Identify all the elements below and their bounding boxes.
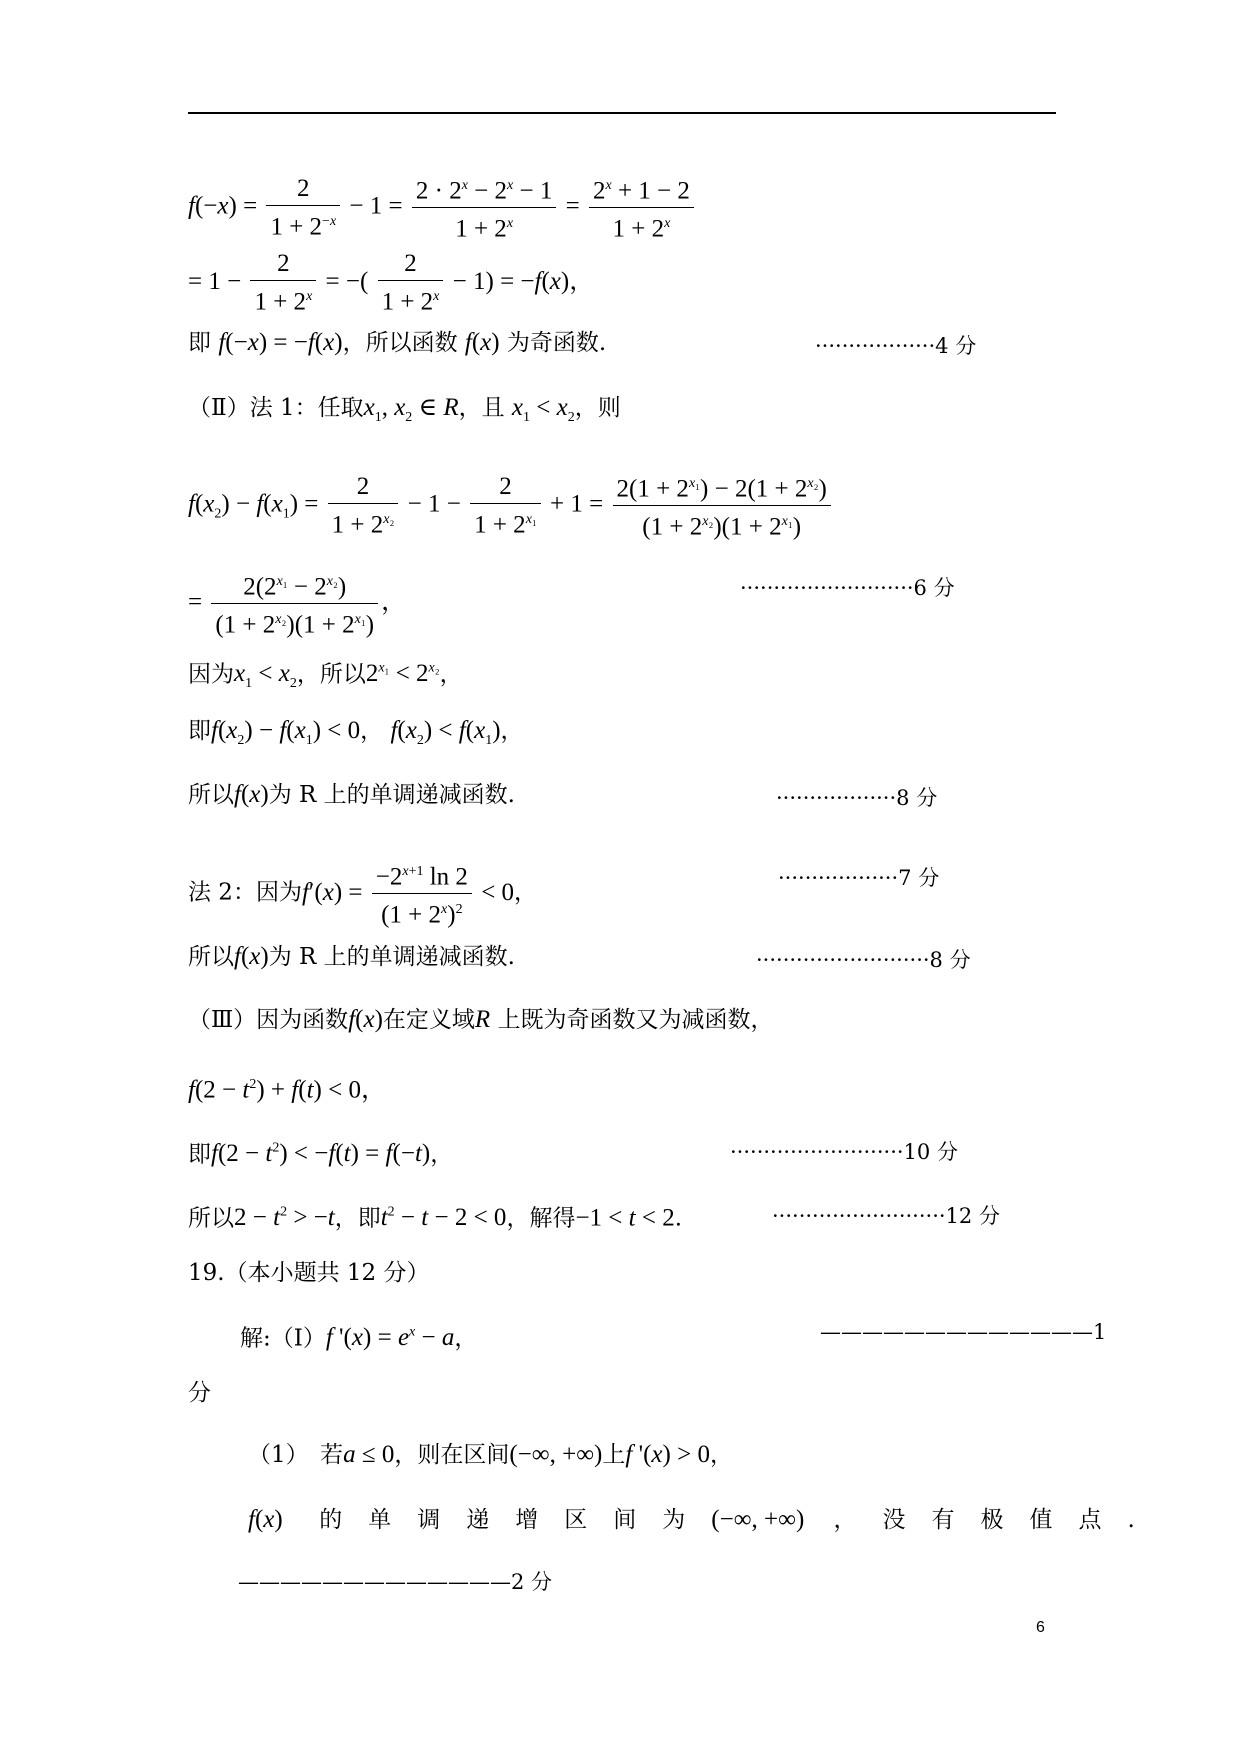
score-4: ··················4 分 [815,334,977,358]
problem-19-part-i: 解:（Ⅰ）f '$(x) = e^x - a$， [240,1324,478,1352]
part-iii: （Ⅲ）因为函数f(x)在定义域R 上既为奇函数又为减函数， [188,1006,774,1033]
text-line-solution: 所以$2 - t^2 > -t$，即$t^2 - t - 2 < 0$，解得−1 < t < 2. [188,1204,683,1232]
text-line-inequality: 即$f(2 - t^2) < -f(t) = f(-t)$， [188,1140,454,1168]
text-line-since: 因为$x_1 < x_2$，所以$2^{x_1} < 2^{x_2}$， [188,660,463,692]
score-6: ··························6 分 [740,576,955,600]
equation-line-5: $f(x_2) - f(x_1)$ = $\frac{2}{1 + 2^{x_2}}$ − 1 − $\frac{2}{1 + 2^{x_1}}$ + 1 = $\frac{2(1 + 2^{x_1}) - 2(1 + 2^{x_2})}{(1 + 2^{x_2})(1 + 2^{x_1})}$ [188,470,834,542]
text-line-decreasing-2: 所以f(x)为 R 上的单调递减函数. [188,943,515,970]
score-7: ··················7 分 [778,866,940,890]
text-line-decreasing-1: 所以f(x)为 R 上的单调递减函数. [188,781,515,808]
equation-line-1: f(−x) = $\frac{2}{1 + 2^{-x}}$ − 1 = $\frac{2 \cdot 2^x - 2^x - 1}{1 + 2^x}$ = $\frac{2^x + 1 - 2}{1 + 2^x}$ [188,172,697,244]
score-8-a: ··················8 分 [776,786,938,810]
equation-line-13: $f(2 - t^2) + f(t) < 0$， [188,1076,386,1104]
score-1: —————————————1 [820,1320,1107,1344]
score-10: ··························10 分 [730,1140,958,1164]
case-1: （1） 若a ≤ 0，则在区间(−∞, +∞)上f '(x) > 0， [248,1441,733,1468]
part-ii-method-1: （Ⅱ）法 1：任取$x_1$, $x_2$ ∈ R，且 $x_1 < x_2$，则 [188,394,621,425]
score-2: —————————————2 分 [238,1570,553,1594]
text-line-method-2: 法 2：因为f′(x) = $\frac{-2^{x+1} \ln 2}{(1 + 2^x)^2}$ < 0， [188,858,537,930]
text-line-odd-function: 即 f(−x) = −f(x)，所以函数 f(x) 为奇函数. [188,329,607,356]
score-12: ··························12 分 [772,1204,1000,1228]
equation-line-6: = $\frac{2(2^{x_1} - 2^{x_2})}{(1 + 2^{x_2})(1 + 2^{x_1})}$ ， [188,568,406,640]
score-8-b: ··························8 分 [756,948,971,972]
case-1-conclusion: f(x) 的单调递增区间为(−∞, +∞) ，没有极值点. [248,1506,1161,1533]
page-number: 6 [1036,1619,1045,1636]
score-1-unit: 分 [188,1380,211,1406]
equation-line-2: = 1 − $\frac{2}{1 + 2^x}$ = −( $\frac{2}{1 + 2^x}$ − 1) = −f(x)， [188,250,595,316]
problem-19-title: 19.（本小题共 12 分） [188,1260,430,1286]
header-rule [188,112,1056,114]
text-line-difference: 即$f(x_2) - f(x_1) < 0$， $f(x_2) < f(x_1)$， [188,717,524,748]
